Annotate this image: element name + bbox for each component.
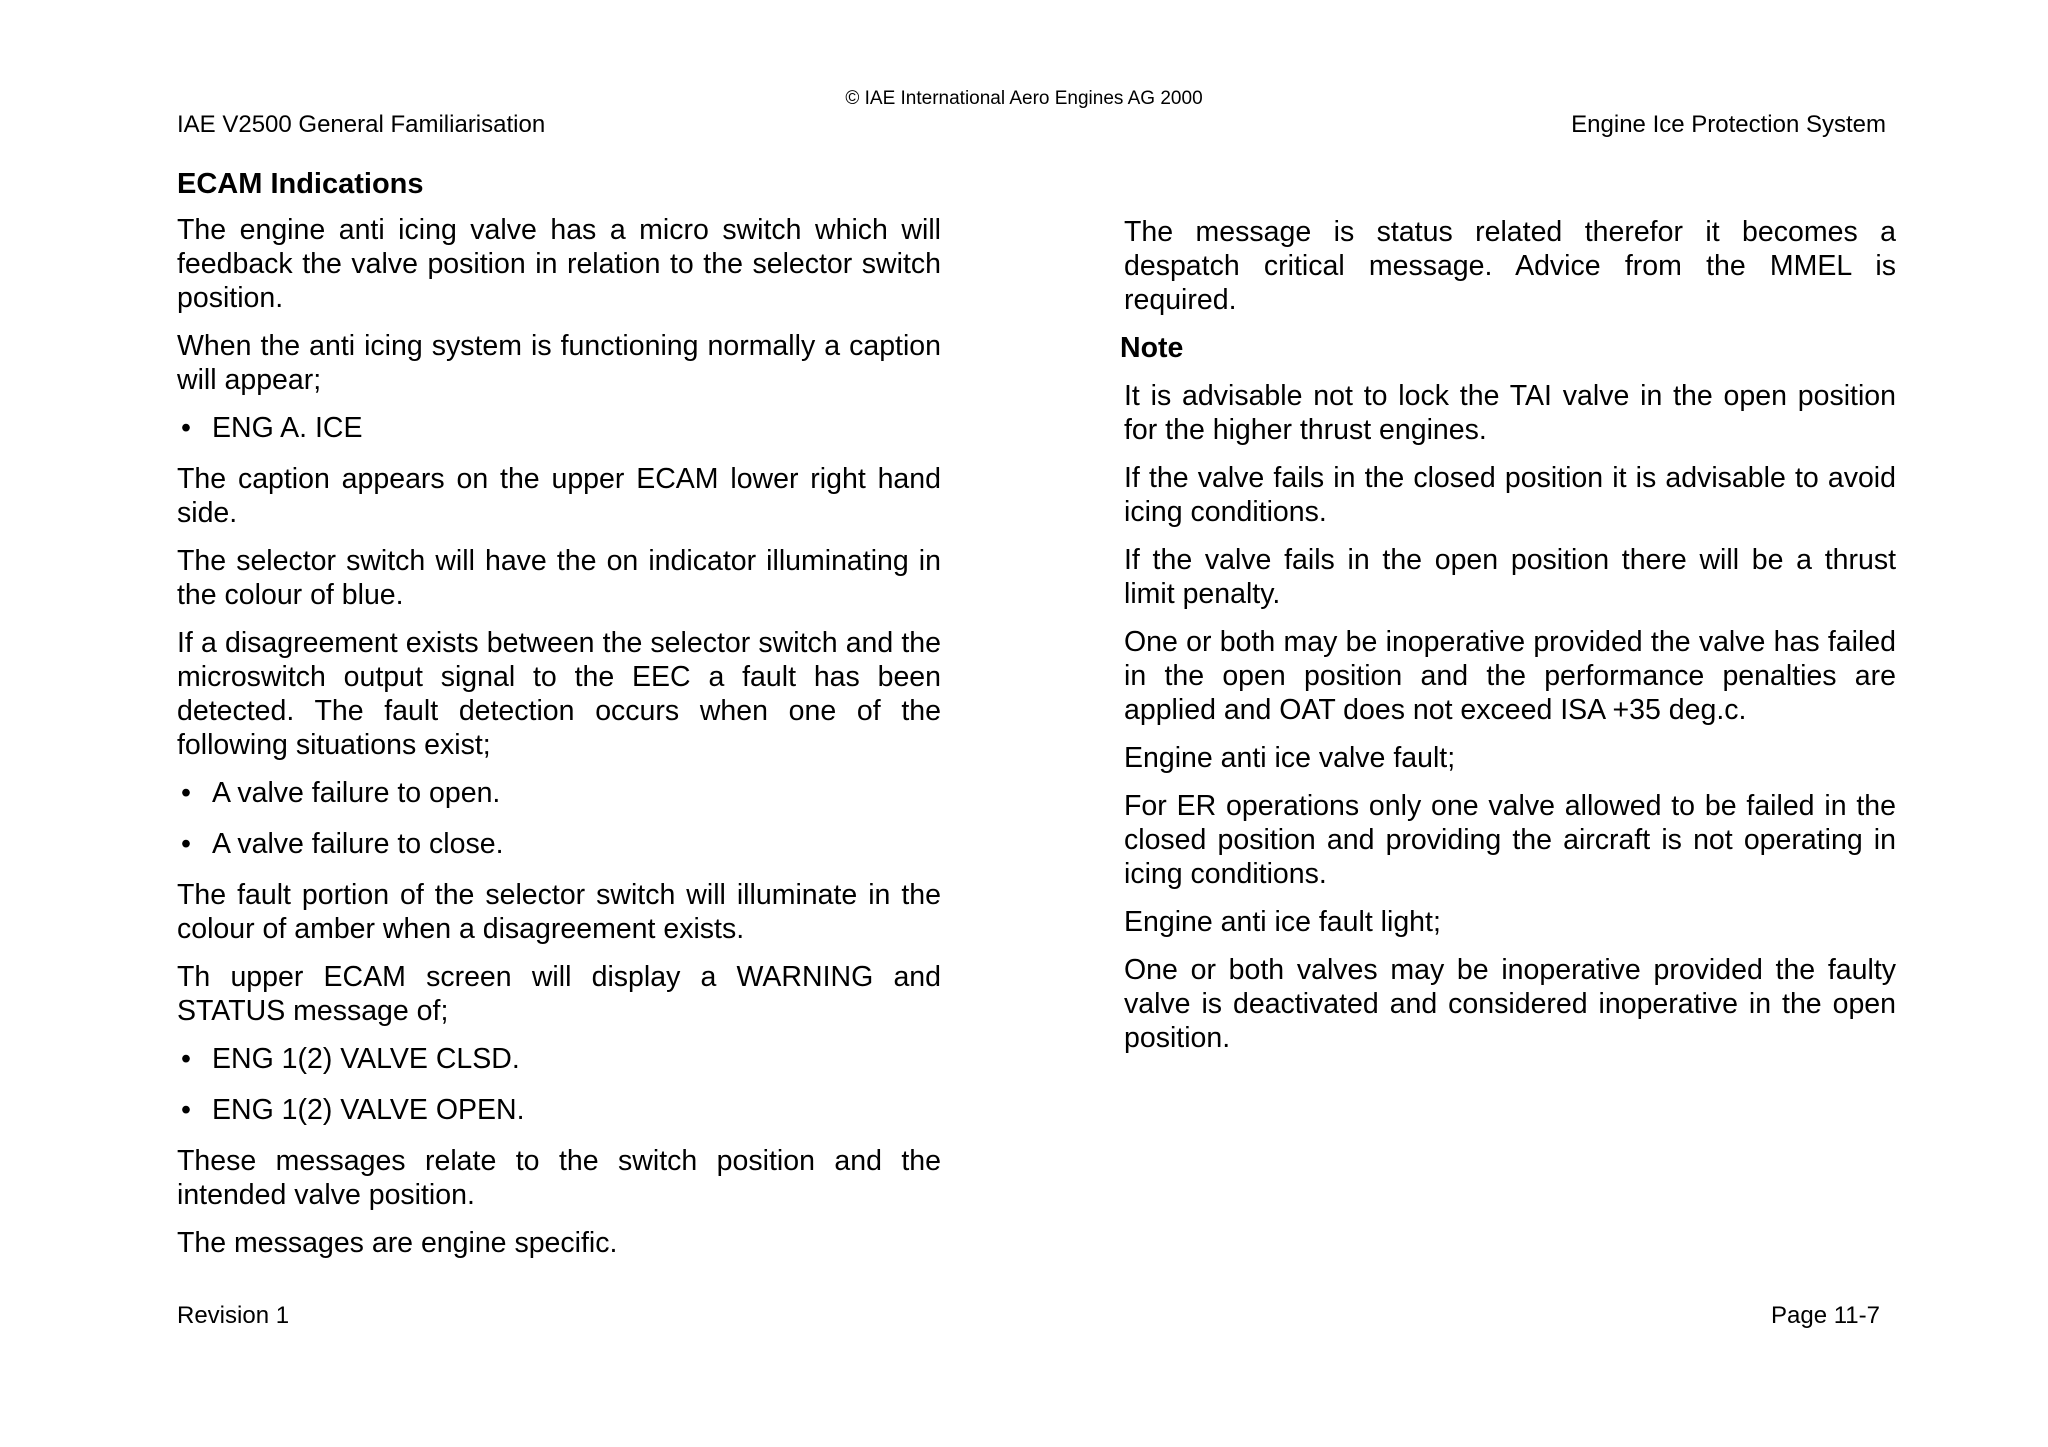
- paragraph: For ER operations only one valve allowed to be failed in the closed position and providing the aircraft is not operating in icing conditions.: [1124, 790, 1896, 890]
- bullet-text: A valve failure to open.: [212, 777, 501, 809]
- bullet-icon: •: [181, 828, 191, 860]
- paragraph: If the valve fails in the open position there will be a thrust limit penalty.: [1124, 544, 1896, 610]
- paragraph: These messages relate to the switch position and the intended valve position.: [177, 1145, 941, 1211]
- paragraph: The message is status related therefor it becomes a despatch critical message. Advice from the MMEL is required.: [1124, 216, 1896, 316]
- paragraph: The engine anti icing valve has a micro switch which will feedback the valve position in relation to the selector switch position.: [177, 214, 941, 314]
- bullet-icon: •: [181, 777, 191, 809]
- right-column: [1120, 215, 1896, 1069]
- bullet-icon: •: [181, 1094, 191, 1126]
- paragraph: The fault portion of the selector switch will illuminate in the colour of amber when a disagreement exists.: [177, 879, 941, 945]
- bullet-item: [177, 827, 941, 861]
- paragraph: If the valve fails in the closed position it is advisable to avoid icing conditions.: [1124, 462, 1896, 528]
- bullet-icon: •: [181, 1043, 191, 1075]
- paragraph: The caption appears on the upper ECAM lower right hand side.: [177, 463, 941, 529]
- footer-revision: Revision 1: [177, 1302, 290, 1329]
- copyright-notice: © IAE International Aero Engines AG 2000: [845, 88, 1203, 109]
- bullet-text: A valve failure to close.: [212, 828, 504, 860]
- left-column: [177, 166, 941, 1274]
- bullet-item: [177, 1042, 941, 1076]
- paragraph: When the anti icing system is functioning normally a caption will appear;: [177, 330, 941, 396]
- paragraph: The messages are engine specific.: [177, 1227, 618, 1259]
- note-heading: Note: [1120, 332, 1184, 364]
- paragraph: One or both valves may be inoperative provided the faulty valve is deactivated and considered inoperative in the open position.: [1124, 954, 1896, 1054]
- paragraph: Engine anti ice valve fault;: [1124, 742, 1456, 774]
- header-document-title: IAE V2500 General Familiarisation: [177, 111, 546, 138]
- header-chapter-title: Engine Ice Protection System: [1571, 111, 1886, 138]
- section-heading: ECAM Indications: [177, 168, 424, 200]
- paragraph: If a disagreement exists between the selector switch and the microswitch output signal to the EEC a fault has been detected. The fault detection occurs when one of the following situations exist;: [177, 627, 941, 761]
- paragraph: It is advisable not to lock the TAI valve in the open position for the higher thrust engines.: [1124, 380, 1896, 446]
- footer-page-number: Page 11-7: [1771, 1302, 1880, 1329]
- bullet-text: ENG 1(2) VALVE CLSD.: [212, 1043, 520, 1075]
- bullet-text: ENG 1(2) VALVE OPEN.: [212, 1094, 525, 1126]
- bullet-item: [177, 1093, 941, 1127]
- paragraph: One or both may be inoperative provided the valve has failed in the open position and the performance penalties are applied and OAT does not exceed ISA +35 deg.c.: [1124, 626, 1896, 726]
- paragraph: Engine anti ice fault light;: [1124, 906, 1441, 938]
- bullet-item: [177, 411, 941, 445]
- bullet-icon: •: [181, 412, 191, 444]
- bullet-text: ENG A. ICE: [212, 412, 363, 444]
- paragraph: Th upper ECAM screen will display a WARNING and STATUS message of;: [177, 961, 941, 1027]
- bullet-item: [177, 776, 941, 810]
- paragraph: The selector switch will have the on indicator illuminating in the colour of blue.: [177, 545, 941, 611]
